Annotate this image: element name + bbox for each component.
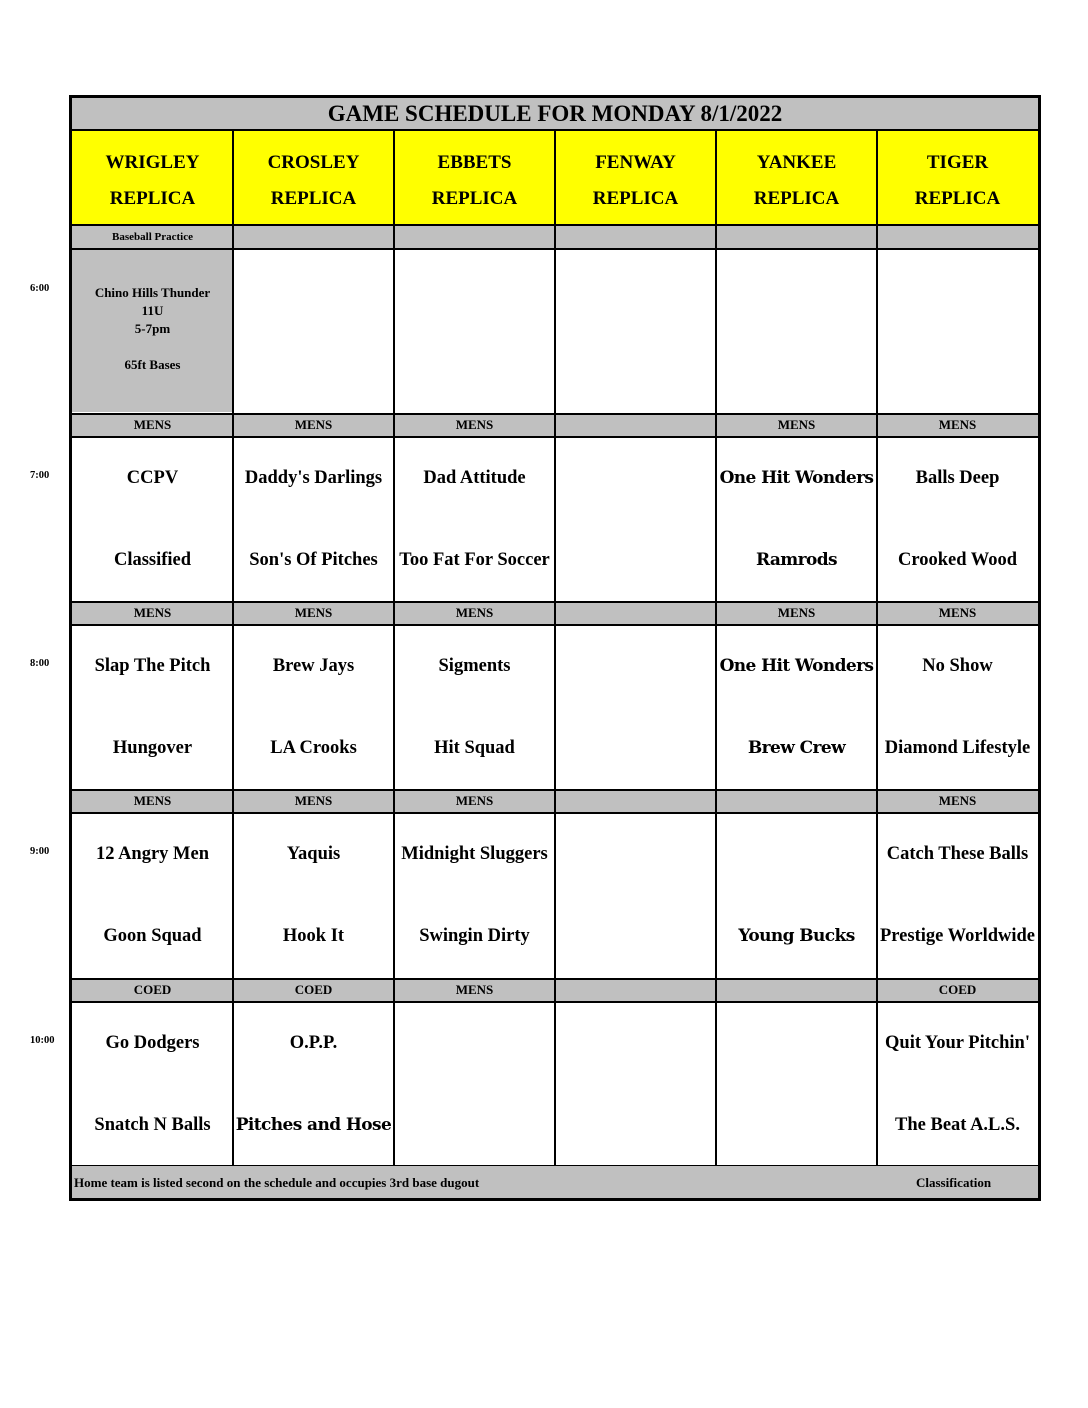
home-team xyxy=(716,338,877,406)
game-cell xyxy=(716,438,877,600)
division-band: COED xyxy=(72,979,233,1001)
practice-cell xyxy=(72,250,233,412)
division-band: MENS xyxy=(716,414,877,436)
practice-age: 11U xyxy=(141,303,164,318)
field-name: FENWAY xyxy=(595,152,676,173)
away-team xyxy=(716,256,877,324)
home-team: Young Bucks xyxy=(738,926,855,946)
away-team: Go Dodgers xyxy=(105,1033,200,1053)
field-type: REPLICA xyxy=(753,188,840,209)
division-band xyxy=(555,979,716,1001)
home-team: Hook It xyxy=(282,926,345,946)
field-header-wrigley xyxy=(72,131,233,224)
division-band: MENS xyxy=(877,602,1038,624)
away-team xyxy=(394,1009,555,1077)
field-type: REPLICA xyxy=(592,188,679,209)
field-name: CROSLEY xyxy=(267,152,360,173)
away-team xyxy=(716,1009,877,1077)
home-team: Prestige Worldwide xyxy=(879,926,1035,946)
division-band: MENS xyxy=(233,414,394,436)
division-band xyxy=(716,979,877,1001)
home-team xyxy=(555,526,716,594)
field-name: TIGER xyxy=(926,152,989,173)
division-band: MENS xyxy=(394,979,555,1001)
home-team xyxy=(555,902,716,970)
field-name: WRIGLEY xyxy=(105,152,200,173)
division-band: MENS xyxy=(716,602,877,624)
away-team xyxy=(233,256,394,324)
game-cell xyxy=(233,1003,394,1165)
division-band xyxy=(555,226,716,248)
grid-line xyxy=(554,131,556,1166)
time-label: 7:00 xyxy=(30,470,50,481)
game-cell xyxy=(555,250,716,412)
home-team: Hit Squad xyxy=(434,738,515,758)
practice-hours: 5-7pm xyxy=(134,321,171,336)
field-header-tiger xyxy=(877,131,1038,224)
home-team xyxy=(877,338,1038,406)
division-band: MENS xyxy=(877,414,1038,436)
game-cell xyxy=(716,250,877,412)
field-header-yankee xyxy=(716,131,877,224)
away-team: No Show xyxy=(922,656,993,676)
game-cell xyxy=(233,438,394,600)
away-team xyxy=(555,820,716,888)
home-team: Crooked Wood xyxy=(897,550,1018,570)
away-team xyxy=(555,256,716,324)
home-team: Snatch N Balls xyxy=(94,1115,211,1135)
division-band: MENS xyxy=(394,414,555,436)
division-band xyxy=(716,226,877,248)
home-team xyxy=(555,1091,716,1159)
game-cell xyxy=(716,626,877,788)
home-team xyxy=(394,1091,555,1159)
away-team: CCPV xyxy=(126,468,179,488)
home-team: Pitches and Hose xyxy=(235,1115,392,1135)
home-team: The Beat A.L.S. xyxy=(895,1115,1020,1135)
home-team: Too Fat For Soccer xyxy=(399,550,550,570)
game-cell xyxy=(72,626,233,788)
away-team: 12 Angry Men xyxy=(95,844,210,864)
game-cell xyxy=(233,814,394,976)
footer-bar xyxy=(72,1166,1038,1198)
game-cell xyxy=(716,1003,877,1165)
away-team xyxy=(394,256,555,324)
game-cell xyxy=(877,250,1038,412)
game-cell xyxy=(877,1003,1038,1165)
game-cell xyxy=(877,626,1038,788)
home-team: Swingin Dirty xyxy=(419,926,530,946)
division-band: COED xyxy=(233,979,394,1001)
division-band xyxy=(555,414,716,436)
home-team: Hungover xyxy=(112,738,193,758)
home-team: LA Crooks xyxy=(270,738,357,758)
game-cell xyxy=(716,814,877,976)
game-cell xyxy=(233,250,394,412)
grid-line xyxy=(715,131,717,1166)
away-team: Yaquis xyxy=(286,844,341,864)
away-team: Catch These Balls xyxy=(886,844,1029,864)
away-team: Balls Deep xyxy=(915,468,1000,488)
practice-team: Chino Hills Thunder xyxy=(94,285,211,300)
home-team: Brew Crew xyxy=(747,738,846,758)
division-band xyxy=(233,226,394,248)
field-type: REPLICA xyxy=(109,188,196,209)
time-label: 9:00 xyxy=(30,846,50,857)
game-cell xyxy=(394,438,555,600)
home-team: Diamond Lifestyle xyxy=(884,738,1031,758)
away-team xyxy=(555,444,716,512)
home-team: Goon Squad xyxy=(103,926,202,946)
away-team: Midnight Sluggers xyxy=(401,844,548,864)
game-cell xyxy=(394,814,555,976)
field-header-crosley xyxy=(233,131,394,224)
game-cell xyxy=(555,438,716,600)
classification-label: Classification xyxy=(916,1175,992,1190)
division-band: MENS xyxy=(233,602,394,624)
home-team: Son's Of Pitches xyxy=(249,550,378,570)
division-band xyxy=(555,790,716,812)
game-cell xyxy=(394,626,555,788)
division-band: MENS xyxy=(394,602,555,624)
game-cell xyxy=(394,250,555,412)
home-team xyxy=(716,1091,877,1159)
time-label: 8:00 xyxy=(30,658,50,669)
footer-note: Home team is listed second on the schedule and occupies 3rd base dugout xyxy=(74,1175,480,1190)
division-band: COED xyxy=(877,979,1038,1001)
game-cell xyxy=(555,1003,716,1165)
game-cell xyxy=(233,626,394,788)
game-cell xyxy=(72,814,233,976)
field-type: REPLICA xyxy=(431,188,518,209)
game-cell xyxy=(394,1003,555,1165)
away-team: Quit Your Pitchin' xyxy=(885,1033,1030,1053)
field-header-fenway xyxy=(555,131,716,224)
grid-line xyxy=(876,131,878,1166)
division-band: MENS xyxy=(877,790,1038,812)
time-label: 6:00 xyxy=(30,283,50,294)
division-band: MENS xyxy=(72,790,233,812)
page-title: GAME SCHEDULE FOR MONDAY 8/1/2022 xyxy=(72,98,1038,129)
division-band xyxy=(394,226,555,248)
field-header-ebbets xyxy=(394,131,555,224)
home-team: Classified xyxy=(113,550,192,570)
game-cell xyxy=(72,1003,233,1165)
grid-line xyxy=(232,131,234,1166)
away-team: Sigments xyxy=(438,656,511,676)
away-team xyxy=(877,256,1038,324)
division-band: Baseball Practice xyxy=(72,226,233,248)
away-team: One Hit Wonders xyxy=(719,656,874,676)
time-label: 10:00 xyxy=(30,1035,55,1046)
away-team xyxy=(555,1009,716,1077)
field-type: REPLICA xyxy=(914,188,1001,209)
division-band: MENS xyxy=(233,790,394,812)
field-type: REPLICA xyxy=(270,188,357,209)
division-band xyxy=(877,226,1038,248)
home-team xyxy=(394,338,555,406)
division-band xyxy=(716,790,877,812)
division-band: MENS xyxy=(72,414,233,436)
game-cell xyxy=(555,626,716,788)
home-team xyxy=(555,338,716,406)
away-team: Brew Jays xyxy=(272,656,355,676)
game-cell xyxy=(877,814,1038,976)
grid-line xyxy=(393,131,395,1166)
away-team: Dad Attitude xyxy=(423,468,526,488)
game-cell xyxy=(877,438,1038,600)
away-team: Daddy's Darlings xyxy=(244,468,383,488)
practice-bases: 65ft Bases xyxy=(124,357,181,372)
home-team: Ramrods xyxy=(755,550,838,570)
field-name: YANKEE xyxy=(756,152,837,173)
division-band: MENS xyxy=(394,790,555,812)
away-team: One Hit Wonders xyxy=(719,468,874,488)
away-team xyxy=(555,632,716,700)
away-team xyxy=(716,820,877,888)
division-band: MENS xyxy=(72,602,233,624)
game-cell xyxy=(72,438,233,600)
home-team xyxy=(233,338,394,406)
home-team xyxy=(555,714,716,782)
division-band xyxy=(555,602,716,624)
game-cell xyxy=(555,814,716,976)
away-team: Slap The Pitch xyxy=(94,656,211,676)
field-name: EBBETS xyxy=(437,152,512,173)
away-team: O.P.P. xyxy=(289,1033,338,1053)
